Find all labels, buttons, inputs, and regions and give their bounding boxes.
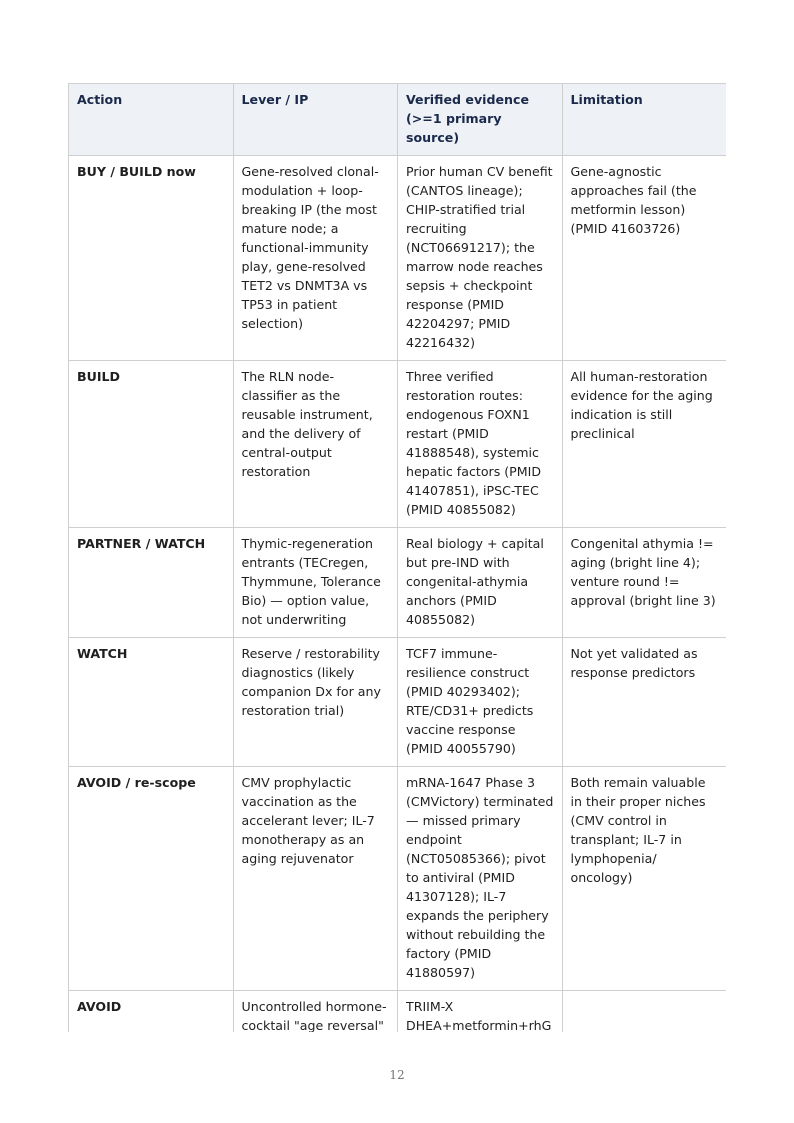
table-row [69,361,727,528]
header-lever: Lever / IP [233,84,398,156]
cell-limitation [562,991,726,1033]
table-container [68,83,726,1032]
cell-limitation: Both remain valuable in their proper niches (CMV control in transplant; IL-7 in lymphopenia/ oncology) [562,767,726,991]
cell-limitation: All human-restoration evidence for the aging indication is still preclinical [562,361,726,528]
cell-evidence: Prior human CV benefit (CANTOS lineage); CHIP-stratified trial recruiting (NCT06691217); the marrow node reaches sepsis + checkpoint response (PMID 42204297; PMID 42216432) [398,156,563,361]
table-row [69,638,727,767]
cell-action: WATCH [69,638,234,767]
cell-evidence: TCF7 immune-resilience construct (PMID 40293402); RTE/CD31+ predicts vaccine response (PMID 40055790) [398,638,563,767]
cell-lever: The RLN node-classifier as the reusable instrument, and the delivery of central-output restoration [233,361,398,528]
table-row [69,767,727,991]
cell-lever: Gene-resolved clonal-modulation + loop-breaking IP (the most mature node; a functional-immunity play, gene-resolved TET2 vs DNMT3A vs TP53 in patient selection) [233,156,398,361]
cell-action: AVOID [69,991,234,1033]
header-action: Action [69,84,234,156]
cell-lever: Uncontrolled hormone-cocktail "age reversal" [233,991,398,1033]
table-row [69,528,727,638]
cell-limitation: Gene-agnostic approaches fail (the metformin lesson) (PMID 41603726) [562,156,726,361]
cell-lever: Reserve / restorability diagnostics (likely companion Dx for any restoration trial) [233,638,398,767]
action-table [68,83,726,1032]
cell-lever: Thymic-regeneration entrants (TECregen, Thymmune, Tolerance Bio) — option value, not underwriting [233,528,398,638]
cell-action: AVOID / re-scope [69,767,234,991]
cell-lever: CMV prophylactic vaccination as the accelerant lever; IL-7 monotherapy as an aging rejuvenator [233,767,398,991]
cell-action: BUILD [69,361,234,528]
cell-limitation: Congenital athymia != aging (bright line 4); venture round != approval (bright line 3) [562,528,726,638]
cell-action: BUY / BUILD now [69,156,234,361]
header-row [69,84,727,156]
cell-action: PARTNER / WATCH [69,528,234,638]
table-row [69,991,727,1033]
cell-evidence: TRIIM-X DHEA+metformin+rhG [398,991,563,1033]
cell-limitation: Not yet validated as response predictors [562,638,726,767]
table-row [69,156,727,361]
header-evidence: Verified evidence (>=1 primary source) [398,84,563,156]
header-limitation: Limitation [562,84,726,156]
cell-evidence: Real biology + capital but pre-IND with congenital-athymia anchors (PMID 40855082) [398,528,563,638]
page-number: 12 [389,1068,405,1082]
cell-evidence: mRNA-1647 Phase 3 (CMVictory) terminated — missed primary endpoint (NCT05085366); pivot to antiviral (PMID 41307128); IL-7 expands the periphery without rebuilding the factory (PMID 41880597) [398,767,563,991]
cell-evidence: Three verified restoration routes: endogenous FOXN1 restart (PMID 41888548), systemic hepatic factors (PMID 41407851), iPSC-TEC (PMID 40855082) [398,361,563,528]
